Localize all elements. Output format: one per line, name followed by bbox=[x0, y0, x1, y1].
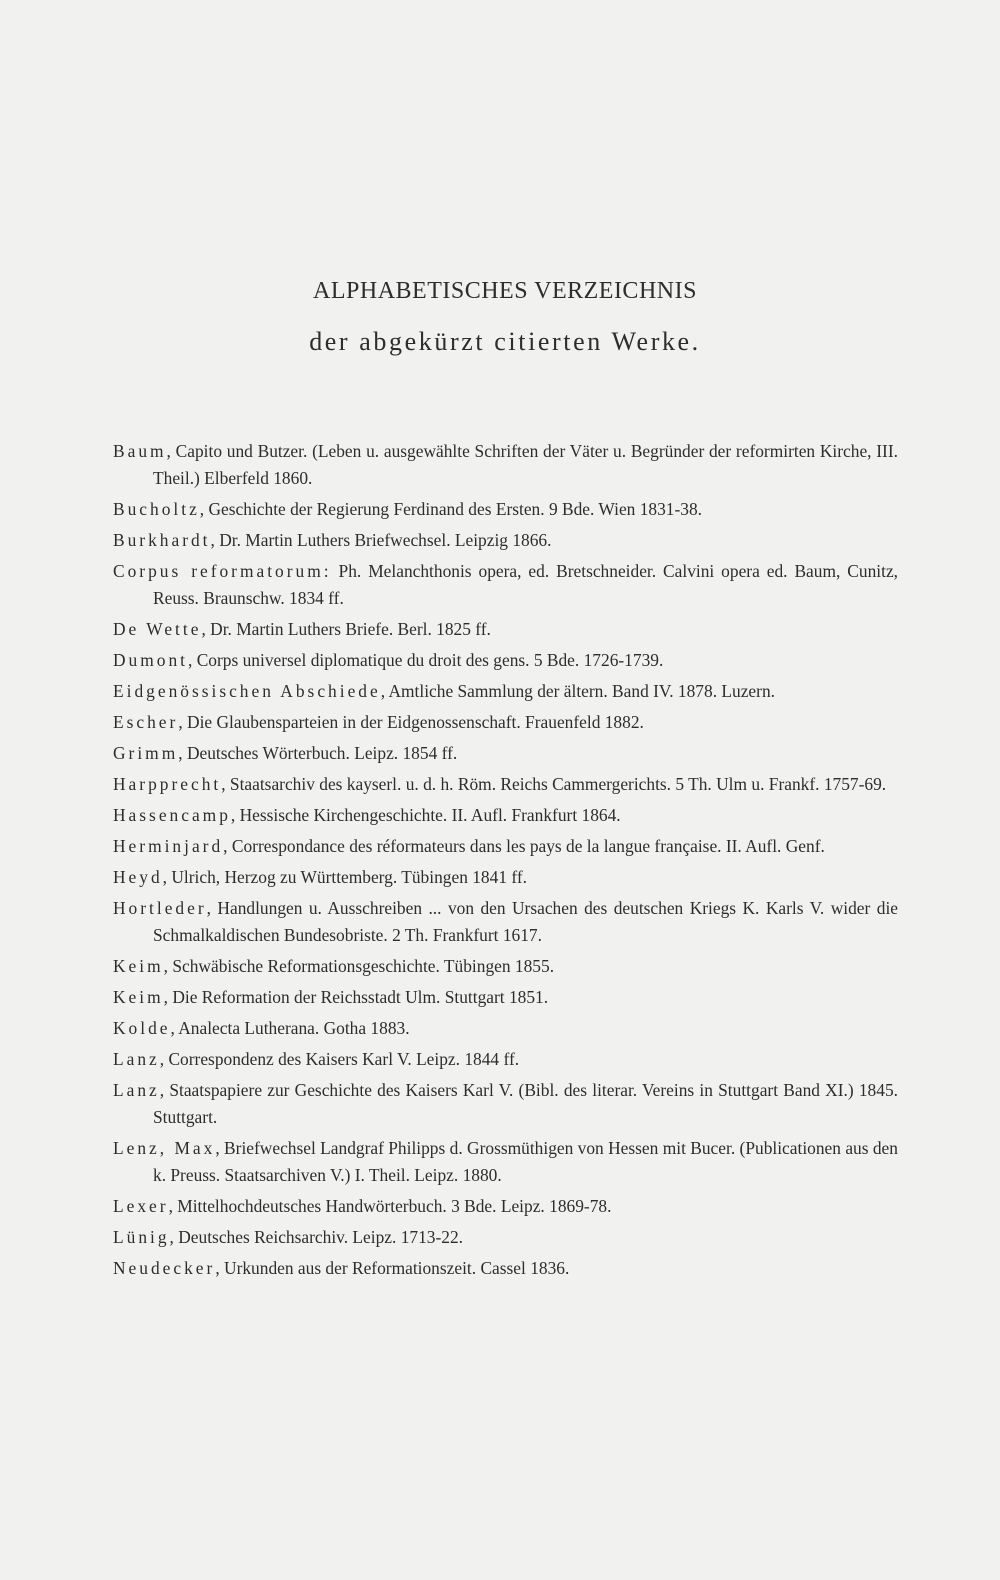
entry-text: , Die Glaubensparteien in der Eidgenossenschaft. Frauenfeld 1882. bbox=[178, 712, 644, 732]
entry-text: , Analecta Lutherana. Gotha 1883. bbox=[170, 1018, 410, 1038]
bibliography-entry bbox=[113, 1255, 898, 1282]
bibliography-entry bbox=[113, 1046, 898, 1073]
bibliography-entry bbox=[113, 496, 898, 523]
entry-text: , Urkunden aus der Reformationszeit. Cassel 1836. bbox=[215, 1258, 570, 1278]
entry-author: Lexer bbox=[113, 1196, 169, 1216]
entry-author: Keim bbox=[113, 987, 164, 1007]
entry-text: , Handlungen u. Ausschreiben ... von den Ursachen des deutschen Kriegs K. Karls V. wider die Schmalkaldischen Bundesobriste. 2 Th. Frankfurt 1617. bbox=[153, 898, 898, 945]
entry-author: Corpus reformatorum: bbox=[113, 561, 332, 581]
entry-author: Neudecker bbox=[113, 1258, 216, 1278]
bibliography-entry bbox=[113, 1015, 898, 1042]
bibliography-entry bbox=[113, 1077, 898, 1131]
bibliography-entry bbox=[113, 984, 898, 1011]
bibliography-entry bbox=[113, 771, 898, 798]
entry-author: Burkhardt bbox=[113, 530, 211, 550]
entry-author: Lünig bbox=[113, 1227, 170, 1247]
entry-author: Dumont bbox=[113, 650, 189, 670]
title-block bbox=[0, 278, 1000, 357]
entry-author: Baum bbox=[113, 441, 167, 461]
bibliography-entry bbox=[113, 1224, 898, 1251]
entry-text: , Corps universel diplomatique du droit des gens. 5 Bde. 1726-1739. bbox=[188, 650, 664, 670]
entry-text: , Capito und Butzer. (Leben u. ausgewählte Schriften der Väter u. Begründer der reformirten Kirche, III. Theil.) Elberfeld 1860. bbox=[153, 441, 898, 488]
entry-author: Keim bbox=[113, 956, 164, 976]
entry-text: , Deutsches Reichsarchiv. Leipz. 1713-22. bbox=[169, 1227, 464, 1247]
entry-text: , Dr. Martin Luthers Briefe. Berl. 1825 ff. bbox=[201, 619, 491, 639]
entry-author: Kolde bbox=[113, 1018, 171, 1038]
bibliography-entry bbox=[113, 895, 898, 949]
entry-author: De Wette bbox=[113, 619, 202, 639]
entry-text: , Die Reformation der Reichsstadt Ulm. Stuttgart 1851. bbox=[163, 987, 549, 1007]
bibliography-entry bbox=[113, 833, 898, 860]
bibliography-entry bbox=[113, 740, 898, 767]
entry-author: Lenz, Max bbox=[113, 1138, 216, 1158]
entry-text: , Hessische Kirchengeschichte. II. Aufl. Frankfurt 1864. bbox=[230, 805, 621, 825]
bibliography-entry bbox=[113, 1193, 898, 1220]
bibliography-entry bbox=[113, 864, 898, 891]
entry-author: Eidgenössischen Abschiede bbox=[113, 681, 381, 701]
entry-author: Herminjard bbox=[113, 836, 224, 856]
entry-author: Hassencamp bbox=[113, 805, 231, 825]
entry-text: , Deutsches Wörterbuch. Leipz. 1854 ff. bbox=[178, 743, 458, 763]
entry-text: , Staatspapiere zur Geschichte des Kaisers Karl V. (Bibl. des literar. Vereins in Stuttgart Band XI.) 1845. Stuttgart. bbox=[153, 1080, 898, 1127]
entry-author: Grimm bbox=[113, 743, 179, 763]
entry-author: Lanz bbox=[113, 1080, 160, 1100]
page-title: ALPHABETISCHES VERZEICHNIS bbox=[313, 278, 697, 304]
entry-text: , Ulrich, Herzog zu Württemberg. Tübingen 1841 ff. bbox=[162, 867, 527, 887]
entry-text: , Staatsarchiv des kayserl. u. d. h. Röm. Reichs Cammergerichts. 5 Th. Ulm u. Frankf. 1757-69. bbox=[221, 774, 887, 794]
bibliography-entry bbox=[113, 616, 898, 643]
bibliography-entry bbox=[113, 647, 898, 674]
entry-text: , Correspondenz des Kaisers Karl V. Leipz. 1844 ff. bbox=[159, 1049, 520, 1069]
entry-author: Lanz bbox=[113, 1049, 160, 1069]
entry-author: Hortleder bbox=[113, 898, 207, 918]
bibliography-entry bbox=[113, 558, 898, 612]
entry-text: , Mittelhochdeutsches Handwörterbuch. 3 Bde. Leipz. 1869-78. bbox=[168, 1196, 612, 1216]
entry-text: , Amtliche Sammlung der ältern. Band IV. 1878. Luzern. bbox=[380, 681, 775, 701]
entry-text: , Briefwechsel Landgraf Philipps d. Grossmüthigen von Hessen mit Bucer. (Publicationen aus den k. Preuss. Staatsarchiven V.) I. Theil. Leipz. 1880. bbox=[153, 1138, 898, 1185]
entry-text: , Dr. Martin Luthers Briefwechsel. Leipzig 1866. bbox=[210, 530, 552, 550]
bibliography-entry bbox=[113, 802, 898, 829]
bibliography-entry bbox=[113, 438, 898, 492]
entry-author: Harpprecht bbox=[113, 774, 222, 794]
bibliography-entry bbox=[113, 1135, 898, 1189]
entry-author: Bucholtz bbox=[113, 499, 200, 519]
bibliography-entry bbox=[113, 678, 898, 705]
bibliography-entry bbox=[113, 709, 898, 736]
entry-text: , Correspondance des réformateurs dans les pays de la langue française. II. Aufl. Genf. bbox=[223, 836, 825, 856]
entry-text: Ph. Melanchthonis opera, ed. Bretschneider. Calvini opera ed. Baum, Cunitz, Reuss. Braunschw. 1834 ff. bbox=[153, 561, 899, 608]
entry-text: , Geschichte der Regierung Ferdinand des Ersten. 9 Bde. Wien 1831-38. bbox=[199, 499, 703, 519]
entry-text: , Schwäbische Reformationsgeschichte. Tübingen 1855. bbox=[163, 956, 555, 976]
page-subtitle: der abgekürzt citierten Werke. bbox=[309, 327, 701, 356]
entry-author: Escher bbox=[113, 712, 179, 732]
entry-author: Heyd bbox=[113, 867, 163, 887]
bibliography-list bbox=[113, 438, 898, 1286]
bibliography-entry bbox=[113, 953, 898, 980]
bibliography-entry bbox=[113, 527, 898, 554]
